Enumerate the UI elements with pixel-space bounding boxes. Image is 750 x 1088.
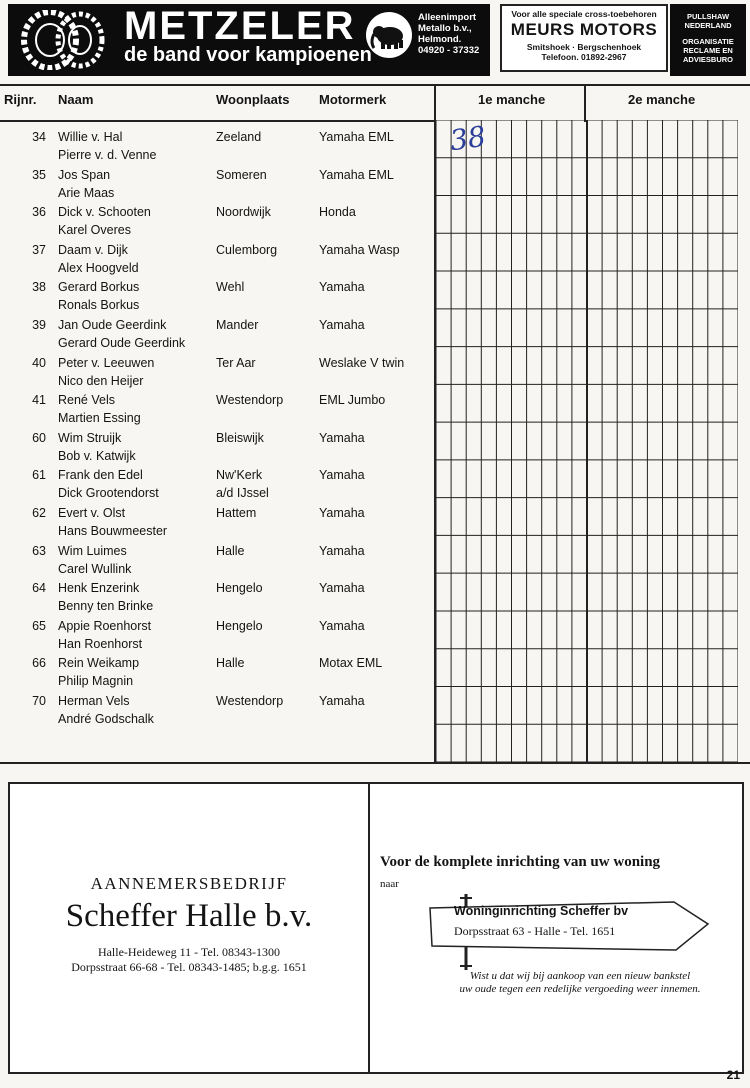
rider-number: 65: [32, 618, 46, 633]
sign-title: Woninginrichting Scheffer bv: [454, 904, 629, 918]
passenger-name: Benny ten Brinke: [58, 599, 154, 614]
driver-name: Wim Luimes: [58, 543, 127, 558]
rider-number: 36: [32, 205, 46, 220]
rider-number: 61: [32, 468, 46, 483]
sign-address: Dorpsstraat 63 - Halle - Tel. 1651: [454, 924, 616, 938]
place-line: Nw'Kerk: [216, 468, 263, 483]
rider-names: [58, 354, 154, 390]
rider-names: [58, 128, 156, 164]
driver-name: Willie v. Hal: [58, 130, 123, 144]
driver-name: Appie Roenhorst: [58, 618, 152, 633]
rider-number: 64: [32, 581, 46, 596]
place-line: Noordwijk: [216, 205, 271, 220]
rider-number: 41: [32, 393, 46, 408]
table-row: [0, 124, 434, 162]
rider-motor: Weslake V twin: [319, 355, 405, 370]
table-row: [0, 688, 434, 726]
rider-motor: Yamaha: [319, 694, 365, 708]
rider-motor: Yamaha: [319, 318, 365, 332]
rider-number: 37: [32, 242, 46, 257]
table-row: [0, 462, 434, 500]
rider-names: [58, 617, 151, 653]
table-row: [0, 538, 434, 576]
passenger-name: Carel Wullink: [58, 561, 132, 576]
passenger-name: Karel Overes: [58, 223, 131, 238]
rider-names: [58, 542, 131, 578]
header-rule: [0, 120, 434, 122]
rider-motor: Yamaha: [319, 581, 365, 596]
woninginrichting-ad: [368, 782, 744, 1074]
rider-place: [216, 241, 277, 259]
passenger-name: Arie Maas: [58, 185, 115, 200]
rider-motor: Yamaha: [319, 506, 365, 520]
header-manche-1: 1e manche: [478, 92, 546, 107]
table-row: [0, 613, 434, 651]
ad-company-address: Halle-Heideweg 11 - Tel. 08343-1300 Dorpsstraat 66-68 - Tel. 08343-1485; b.g.g. 1651: [71, 945, 307, 974]
table-row: [0, 199, 434, 237]
rider-names: [58, 241, 139, 277]
driver-name: Peter v. Leeuwen: [58, 355, 155, 370]
rider-place: [216, 542, 245, 560]
table-row: [0, 425, 434, 463]
rider-motor: Yamaha: [319, 543, 365, 558]
rider-motor: Yamaha: [319, 468, 365, 483]
rider-motor: Yamaha Wasp: [319, 242, 400, 257]
metzeler-brand: METZELER: [124, 4, 356, 48]
rider-place: [216, 617, 263, 635]
rider-place: [216, 579, 263, 597]
rider-motor: Honda: [319, 205, 356, 220]
driver-name: Gerard Borkus: [58, 280, 140, 295]
passenger-name: Martien Essing: [58, 411, 141, 426]
rider-motor: Motax EML: [319, 656, 383, 671]
header-naam: Naam: [58, 92, 94, 107]
passenger-name: Alex Hoogveld: [58, 260, 139, 275]
table-row: [0, 387, 434, 425]
rider-names: [58, 203, 151, 239]
rider-place: [216, 166, 267, 184]
rider-number: 35: [32, 167, 46, 182]
rider-number: 39: [32, 318, 46, 332]
rider-number: 60: [32, 430, 46, 445]
rider-motor: Yamaha EML: [319, 167, 394, 182]
rider-motor: Yamaha: [319, 430, 365, 445]
handwritten-score: 38: [447, 119, 488, 158]
tire-icon: [20, 10, 106, 70]
passenger-name: Ronals Borkus: [58, 298, 140, 313]
rider-number: 62: [32, 506, 46, 520]
place-line: Wehl: [216, 280, 245, 295]
place-line: Zeeland: [216, 130, 262, 144]
table-row: [0, 237, 434, 275]
place-line: Westendorp: [216, 694, 284, 708]
rider-number: 40: [32, 355, 46, 370]
meurs-motors-ad: [500, 4, 668, 72]
rider-place: [216, 203, 271, 221]
page-number: 21: [726, 1068, 740, 1082]
rider-names: [58, 166, 114, 202]
passenger-name: Bob v. Katwijk: [58, 448, 136, 463]
manche-divider-top: [584, 84, 586, 122]
driver-name: Wim Struijk: [58, 430, 122, 445]
place-line: Halle: [216, 543, 245, 558]
ad-tagline: Wist u dat wij bij aankoop van een nieuw bankstel uw oude tegen een redelijke vergoeding weer innemen.: [459, 970, 701, 995]
rider-place: [216, 354, 256, 372]
rider-names: [58, 692, 154, 728]
driver-name: Herman Vels: [58, 694, 130, 708]
metzeler-slogan: de band voor kampioenen: [124, 44, 372, 66]
place-line: Culemborg: [216, 242, 278, 257]
place-line: Hengelo: [216, 618, 263, 633]
header-rijnr: Rijnr.: [4, 92, 37, 107]
metzeler-importer: Alleenimport Metallo b.v., Helmond. 04920 - 37332: [418, 12, 480, 56]
table-row: [0, 312, 434, 350]
rider-motor: Yamaha: [319, 280, 365, 295]
ad-company-type: AANNEMERSBEDRIJF: [90, 874, 288, 893]
passenger-name: André Godschalk: [58, 712, 154, 726]
rider-motor: EML Jumbo: [319, 393, 386, 408]
passenger-name: Dick Grootendorst: [58, 486, 159, 501]
place-line: Halle: [216, 656, 245, 671]
meurs-phone: Telefoon. 01892-2967: [541, 52, 627, 62]
driver-name: Evert v. Olst: [58, 506, 126, 520]
rider-number: 63: [32, 543, 46, 558]
table-row: [0, 650, 434, 688]
driver-name: Daam v. Dijk: [58, 242, 128, 257]
passenger-name: Pierre v. d. Venne: [58, 148, 157, 162]
place-line: Ter Aar: [216, 355, 256, 370]
driver-name: Dick v. Schooten: [58, 205, 151, 220]
rider-number: 38: [32, 280, 46, 295]
table-row: [0, 350, 434, 388]
meurs-name: MEURS MOTORS: [510, 20, 658, 39]
rider-place: [216, 128, 261, 146]
rider-names: [58, 429, 136, 465]
table-bottom-rule: [0, 762, 750, 764]
rider-place: [216, 429, 264, 447]
place-line: Bleiswijk: [216, 430, 264, 445]
rider-place: [216, 316, 258, 334]
table-row: [0, 500, 434, 538]
passenger-name: Hans Bouwmeester: [58, 524, 168, 538]
scheffer-halle-ad: [8, 782, 370, 1074]
table-top-rule: [0, 84, 750, 86]
rider-names: [58, 391, 141, 427]
rider-names: [58, 278, 139, 314]
passenger-name: Nico den Heijer: [58, 373, 144, 388]
header-woonplaats: Woonplaats: [216, 92, 290, 107]
ad-naar: naar: [380, 878, 399, 890]
elephant-icon: [366, 12, 412, 58]
place-line: Hengelo: [216, 581, 263, 596]
ad-headline: Voor de komplete inrichting van uw woning: [380, 854, 661, 870]
driver-name: Frank den Edel: [58, 468, 143, 483]
rider-motor: Yamaha: [319, 618, 365, 633]
rider-place: [216, 692, 283, 710]
meurs-address: Smitshoek · Bergschenhoek: [526, 42, 642, 52]
place-line: a/d IJssel: [216, 486, 269, 501]
place-line: Mander: [216, 318, 259, 332]
rider-place: [216, 278, 244, 296]
pullshaw-ad: PULLSHAW NEDERLAND ORGANISATIE RECLAME EN ADVIESBURO: [670, 4, 746, 76]
rider-place: [216, 391, 283, 409]
metzeler-banner: [8, 4, 490, 76]
table-row: [0, 575, 434, 613]
rider-names: [58, 504, 167, 540]
driver-name: Henk Enzerink: [58, 581, 140, 596]
rider-number: 66: [32, 656, 46, 671]
passenger-name: Philip Magnin: [58, 674, 134, 689]
header-motormerk: Motormerk: [319, 92, 387, 107]
place-line: Someren: [216, 167, 267, 182]
rider-number: 70: [32, 694, 46, 708]
passenger-name: Gerard Oude Geerdink: [58, 336, 186, 350]
driver-name: Jos Span: [58, 167, 111, 182]
table-row: [0, 162, 434, 200]
meurs-tagline: Voor alle speciale cross-toebehoren: [511, 9, 657, 19]
driver-name: Rein Weikamp: [58, 656, 140, 671]
ad-company-name: Scheffer Halle b.v.: [65, 898, 313, 934]
header-manche-2: 2e manche: [628, 92, 696, 107]
driver-name: René Vels: [58, 393, 115, 408]
rider-motor: Yamaha EML: [319, 130, 394, 144]
lap-grid: [436, 120, 738, 762]
rider-place: [216, 504, 256, 522]
rider-names: [58, 579, 153, 615]
place-line: Hattem: [216, 506, 257, 520]
driver-name: Jan Oude Geerdink: [58, 318, 167, 332]
rider-names: [58, 316, 185, 352]
rider-number: 34: [32, 130, 46, 144]
place-line: Westendorp: [216, 393, 284, 408]
table-row: [0, 274, 434, 312]
rider-names: [58, 466, 159, 502]
rider-names: [58, 654, 139, 690]
rider-place: [216, 654, 245, 672]
passenger-name: Han Roenhorst: [58, 636, 143, 651]
rider-place: [216, 466, 269, 502]
